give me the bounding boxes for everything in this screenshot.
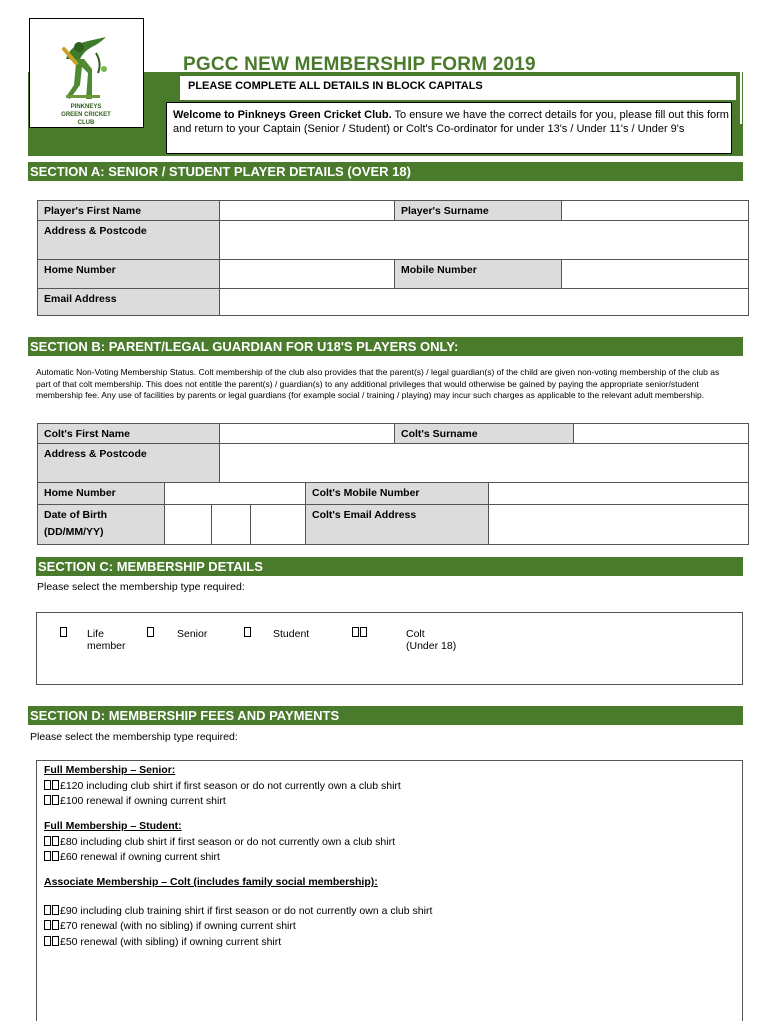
life-label-1: Life xyxy=(87,628,104,640)
senior-label: Senior xyxy=(177,628,208,640)
checkbox-icon[interactable] xyxy=(44,905,51,915)
checkbox-icon[interactable] xyxy=(44,795,51,805)
checkbox-icon[interactable] xyxy=(52,936,59,946)
checkbox-icon[interactable] xyxy=(44,836,51,846)
colt-label-2: (Under 18) xyxy=(406,640,457,652)
colt-mobile-input[interactable] xyxy=(489,483,749,505)
welcome-rest: To ensure we have the correct details for you, please fill out this form and return to your Captain (Senior / Student) or Colt's Co-ordinator for under 13's / Under 11's / Under 9's xyxy=(173,109,729,135)
player-surname-input[interactable] xyxy=(562,201,749,221)
player-first-name-input[interactable] xyxy=(220,201,395,221)
checkbox-icon[interactable] xyxy=(147,627,154,637)
subtitle: PLEASE COMPLETE ALL DETAILS IN BLOCK CAPITALS xyxy=(188,80,483,92)
student-fee-new-label: £80 including club shirt if first season or do not currently own a club shirt xyxy=(60,835,396,848)
player-first-name-label: Player's First Name xyxy=(38,201,220,221)
student-fee-new[interactable] xyxy=(44,835,395,851)
colt-fee-renewal[interactable] xyxy=(44,919,432,935)
checkbox-icon[interactable] xyxy=(52,920,59,930)
section-c-header: SECTION C: MEMBERSHIP DETAILS xyxy=(36,557,743,576)
colt-email-input[interactable] xyxy=(489,505,749,545)
club-logo xyxy=(29,18,144,128)
checkbox-icon[interactable] xyxy=(52,795,59,805)
colt-home-label: Home Number xyxy=(38,483,165,505)
colt-fee-renewal-label: £70 renewal (with no sibling) if owning current shirt xyxy=(60,920,296,932)
senior-fees-heading: Full Membership – Senior: xyxy=(44,764,176,776)
colt-address-label: Address & Postcode xyxy=(38,444,220,483)
checkbox-icon[interactable] xyxy=(52,836,59,846)
checkbox-icon[interactable] xyxy=(244,627,251,637)
section-d-prompt: Please select the membership type required: xyxy=(30,731,238,743)
checkbox-icon[interactable] xyxy=(360,627,367,637)
checkbox-icon[interactable] xyxy=(44,851,51,861)
player-address-label: Address & Postcode xyxy=(38,221,220,260)
colt-address-input[interactable] xyxy=(220,444,749,483)
colt-dob-label xyxy=(38,505,165,545)
page-title: PGCC NEW MEMBERSHIP FORM 2019 xyxy=(183,54,536,75)
colt-surname-input[interactable] xyxy=(574,424,749,444)
logo-text: PINKNEYS GREEN CRICKET CLUB xyxy=(61,104,111,126)
senior-fee-new[interactable] xyxy=(44,779,401,795)
checkbox-icon[interactable] xyxy=(52,851,59,861)
section-a-table xyxy=(37,200,749,316)
life-member-option[interactable] xyxy=(60,627,68,639)
player-home-input[interactable] xyxy=(220,260,395,289)
section-b-header: SECTION B: PARENT/LEGAL GUARDIAN FOR U18'S PLAYERS ONLY: xyxy=(28,337,743,356)
life-member-label xyxy=(87,628,126,652)
colt-label-1: Colt xyxy=(406,628,425,640)
student-fees xyxy=(44,819,395,866)
senior-option[interactable] xyxy=(147,627,155,639)
student-fee-renewal-label: £60 renewal if owning current shirt xyxy=(60,851,220,863)
senior-fee-new-label: £120 including club shirt if first season or do not currently own a club shirt xyxy=(60,779,401,792)
spacer xyxy=(44,891,432,904)
section-b-table xyxy=(37,423,749,483)
dob-day-input[interactable] xyxy=(165,505,212,545)
colt-fee-sibling[interactable] xyxy=(44,935,432,951)
welcome-bold: Welcome to Pinkneys Green Cricket Club. xyxy=(173,109,392,121)
player-home-label: Home Number xyxy=(38,260,220,289)
section-a-header: SECTION A: SENIOR / STUDENT PLAYER DETAILS (OVER 18) xyxy=(28,162,743,181)
colt-surname-label: Colt's Surname xyxy=(395,424,574,444)
band-divider xyxy=(740,70,742,124)
colt-fees xyxy=(44,875,432,950)
colt-first-name-label: Colt's First Name xyxy=(38,424,220,444)
student-fee-renewal[interactable] xyxy=(44,850,395,866)
section-b-table-2 xyxy=(37,482,749,545)
colt-fee-sibling-label: £50 renewal (with sibling) if owning current shirt xyxy=(60,935,282,948)
player-address-input[interactable] xyxy=(220,221,749,260)
section-d-header: SECTION D: MEMBERSHIP FEES AND PAYMENTS xyxy=(28,706,743,725)
checkbox-icon[interactable] xyxy=(52,905,59,915)
checkbox-icon[interactable] xyxy=(52,780,59,790)
colt-fee-new[interactable] xyxy=(44,904,432,920)
student-label: Student xyxy=(273,628,310,640)
colt-first-name-input[interactable] xyxy=(220,424,395,444)
colt-fee-new-label: £90 including club training shirt if first season or do not currently own a club shirt xyxy=(60,904,433,917)
section-c-prompt: Please select the membership type required: xyxy=(37,581,245,593)
senior-fees xyxy=(44,763,401,810)
checkbox-icon[interactable] xyxy=(44,936,51,946)
player-surname-label: Player's Surname xyxy=(395,201,562,221)
section-b-note: Automatic Non-Voting Membership Status. Colt membership of the club also provides that the parent(s) / legal guardian(s) of the child are given non-voting membership of the club as part of that colt membership. This does not entitle the parent(s) / guardian(s) to any additional privileges that would otherwise be gained by paying the appropriate senior/student membership fee. Any use of facilities by parents or legal guardians (for example social / training / playing) may incur such charges as applicable to the relevant adult membership. xyxy=(36,367,720,400)
player-email-label: Email Address xyxy=(38,289,220,316)
player-mobile-label: Mobile Number xyxy=(395,260,562,289)
colt-home-input[interactable] xyxy=(165,483,306,505)
colt-email-label: Colt's Email Address xyxy=(306,505,489,545)
senior-fee-renewal[interactable] xyxy=(44,794,401,810)
colt-dob-title: Date of Birth xyxy=(44,509,107,521)
colt-dob-format: (DD/MM/YY) xyxy=(44,526,104,538)
colt-option[interactable] xyxy=(352,627,368,639)
player-email-input[interactable] xyxy=(220,289,749,316)
checkbox-icon[interactable] xyxy=(44,780,51,790)
colt-fees-heading: Associate Membership – Colt (includes family social membership): xyxy=(44,876,378,888)
senior-fee-renewal-label: £100 renewal if owning current shirt xyxy=(60,795,226,807)
dob-month-input[interactable] xyxy=(212,505,251,545)
life-label-2: member xyxy=(87,640,126,652)
student-option[interactable] xyxy=(244,627,252,639)
dob-year-input[interactable] xyxy=(250,505,305,545)
colt-mobile-label: Colt's Mobile Number xyxy=(306,483,489,505)
checkbox-icon[interactable] xyxy=(60,627,67,637)
welcome-text xyxy=(173,108,729,136)
checkbox-icon[interactable] xyxy=(44,920,51,930)
student-fees-heading: Full Membership – Student: xyxy=(44,820,182,832)
colt-label xyxy=(406,628,456,652)
checkbox-icon[interactable] xyxy=(352,627,359,637)
membership-options-box xyxy=(36,612,743,685)
player-mobile-input[interactable] xyxy=(562,260,749,289)
